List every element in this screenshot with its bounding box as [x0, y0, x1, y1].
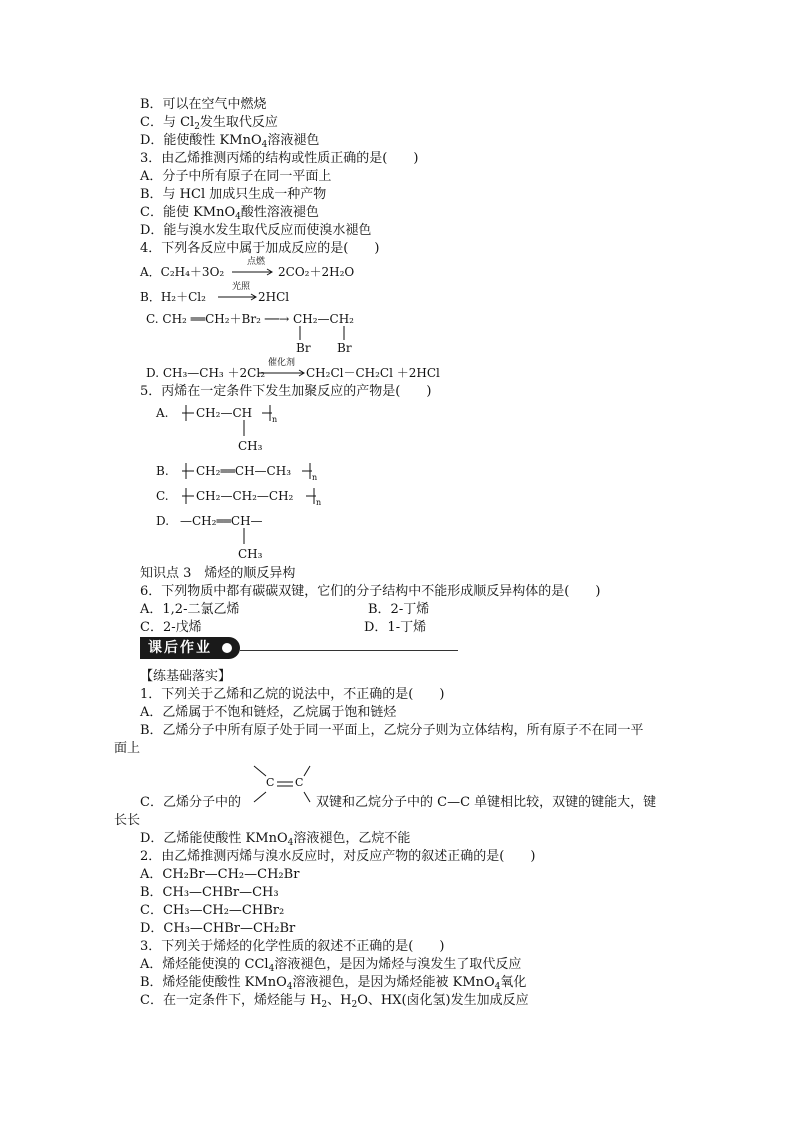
hw-q2-option-b: B．CH₃—CHBr—CH₃ [140, 885, 279, 900]
hw-question-1: 1．下列关于乙烯和乙烷的说法中，不正确的是( ) [140, 687, 445, 702]
reaction-d-reactants: D. CH₃—CH₃ ＋2Cl₂ [146, 366, 266, 380]
hw-q2-option-d: D．CH₃—CHBr—CH₂Br [140, 921, 296, 936]
q6-option-b: B．2-丁烯 [368, 602, 430, 617]
polymer-b-n: n [312, 473, 318, 482]
q3-option-b: B．与 HCl 加成只生成一种产物 [140, 187, 327, 202]
hw-q1-option-b: B．乙烯分子中所有原子处于同一平面上，乙烷分子则为立体结构，所有原子不在同一平 [140, 723, 644, 738]
polymer-d-label: D. [156, 514, 170, 528]
polymer-c-label: C. [156, 489, 169, 503]
reaction-a-condition: 点燃 [247, 257, 266, 267]
hw-q1-option-a: A．乙烯属于不饱和链烃，乙烷属于饱和链烃 [140, 705, 397, 720]
polymer-d-branch-bond [240, 528, 250, 546]
question-3: 3．由乙烯推测丙烯的结构或性质正确的是( ) [140, 151, 419, 166]
hw-q3-option-b: B．烯烃能使酸性 KMnO$_4$溶液褪色，是因为烯烃能被 KMnO$_4$氧化 [140, 975, 527, 992]
reaction-b-reactants: B．H₂＋Cl₂ [140, 290, 206, 304]
polymer-c-chain: CH₂—CH₂—CH₂ [196, 489, 294, 503]
option-c: C．与 $Cl_2$发生取代反应 [140, 115, 278, 132]
polymer-a-methyl: CH₃ [238, 439, 263, 453]
hw-q2-option-c: C．CH₃—CH₂—CHBr₂ [140, 903, 285, 918]
q3-option-a: A．分子中所有原子在同一平面上 [140, 169, 332, 184]
polymer-c-n: n [316, 498, 322, 507]
reaction-d-products: CH₂Cl－CH₂Cl ＋2HCl [306, 366, 440, 380]
reaction-a-reactants: A．C₂H₄＋3O₂ [140, 265, 225, 279]
hw-question-3: 3．下列关于烯烃的化学性质的叙述不正确的是( ) [140, 939, 445, 954]
reaction-c-br2: Br [337, 341, 352, 355]
q3-option-c: C．能使 KMnO$_4$酸性溶液褪色 [140, 205, 319, 222]
reaction-d-condition: 催化剂 [268, 358, 296, 368]
reaction-a-products: 2CO₂＋2H₂O [278, 265, 355, 279]
q6-option-c: C．2-戊烯 [140, 620, 202, 635]
reaction-c: C. CH₂ ══CH₂＋Br₂ ──→ CH₂—CH₂ [146, 312, 354, 326]
question-4: 4．下列各反应中属于加成反应的是( ) [140, 241, 380, 256]
banner-rule [240, 650, 458, 651]
section-title: 【练基础落实】 [140, 669, 232, 684]
hw-question-2: 2．由乙烯推测丙烯与溴水反应时，对反应产物的叙述正确的是( ) [140, 849, 536, 864]
polymer-d-methyl: CH₃ [238, 547, 263, 561]
polymer-a-chain: CH₂—CH [196, 406, 253, 420]
cc-carbon-1: C [266, 776, 275, 789]
reaction-c-br1: Br [296, 341, 311, 355]
hw-q3-option-a: A．烯烃能使溴的 CCl$_4$溶液褪色，是因为烯烃与溴发生了取代反应 [140, 957, 522, 974]
q3-option-d: D．能与溴水发生取代反应而使溴水褪色 [140, 223, 372, 238]
polymer-a-branch-bond [240, 420, 250, 438]
reaction-b-products: 2HCl [258, 290, 290, 304]
q6-option-d: D．1-丁烯 [364, 620, 427, 635]
reaction-c-bonds [296, 326, 356, 342]
polymer-d-chain: —CH₂══CH— [180, 514, 263, 528]
hw-q2-option-a: A．CH₂Br—CH₂—CH₂Br [140, 867, 300, 882]
question-5: 5．丙烯在一定条件下发生加聚反应的产物是( ) [140, 384, 432, 399]
banner-dot-icon [222, 643, 232, 653]
hw-q1-option-d: D．乙烯能使酸性 KMnO$_4$溶液褪色，乙烷不能 [140, 831, 411, 848]
polymer-a-label: A. [156, 406, 169, 420]
knowledge-point-3: 知识点 3 烯烃的顺反异构 [140, 566, 296, 581]
hw-q1-option-b-cont: 面上 [114, 741, 141, 756]
cc-carbon-2: C [295, 776, 304, 789]
polymer-a-n: n [272, 415, 278, 424]
hw-q1-option-c-cont: 双键和乙烷分子中的 C—C 单键相比较，双键的键能大，键 [316, 795, 657, 810]
reaction-a-arrow [232, 266, 276, 278]
reaction-b-arrow [218, 291, 262, 303]
question-6: 6．下列物质中都有碳碳双键，它们的分子结构中不能形成顺反异构体的是( ) [140, 584, 601, 599]
reaction-b-condition: 光照 [232, 282, 251, 292]
polymer-b-chain: CH₂══CH—CH₃ [196, 464, 292, 478]
option-d: D．能使酸性 KMnO$_4$溶液褪色 [140, 133, 320, 150]
hw-q1-option-c: C．乙烯分子中的 [140, 795, 241, 810]
polymer-b-label: B. [156, 464, 169, 478]
q6-option-a: A．1,2-二氯乙烯 [140, 602, 240, 617]
reaction-d-arrow [258, 367, 308, 379]
hw-q3-option-c: C．在一定条件下，烯烃能与 $H_2$、$H_2O$、HX(卤化氢)发生加成反应 [140, 993, 529, 1010]
hw-q1-option-c-cont2: 长长 [114, 813, 141, 828]
option-b: B．可以在空气中燃烧 [140, 97, 267, 112]
homework-banner: 课后作业 [140, 637, 240, 659]
